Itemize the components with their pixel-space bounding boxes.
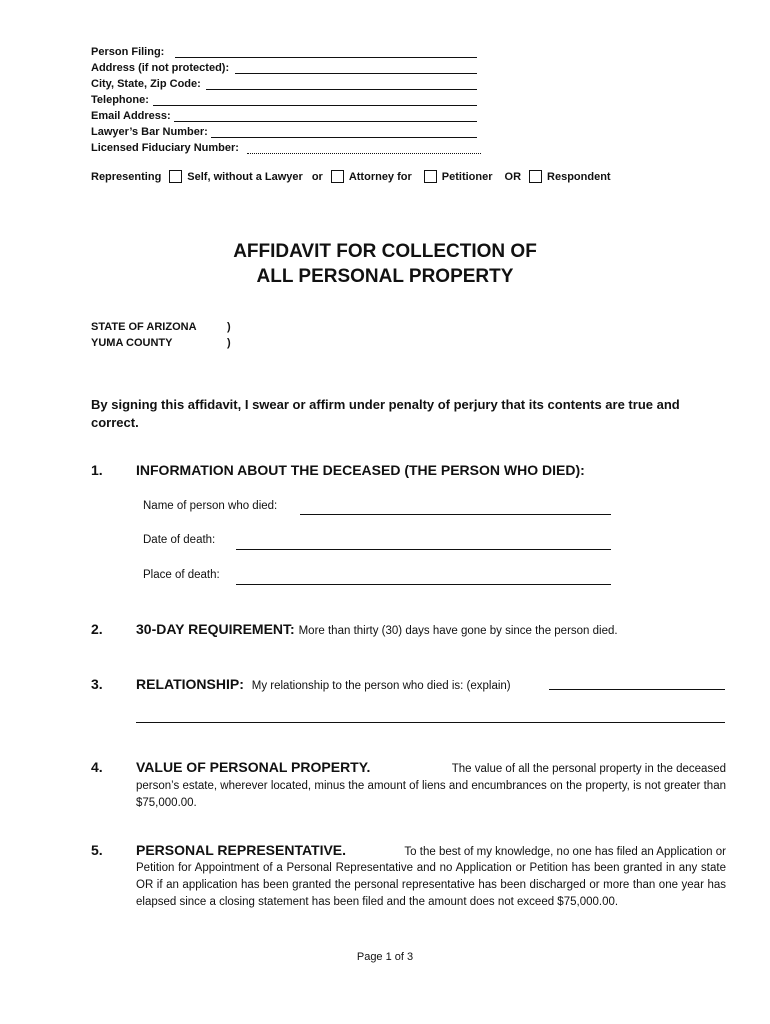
self-checkbox[interactable]: [169, 170, 182, 183]
self-label: Self, without a Lawyer: [187, 170, 303, 183]
bar-number-label: Lawyer’s Bar Number:: [91, 126, 208, 138]
person-filing-input-line[interactable]: [175, 57, 477, 58]
address-input-line[interactable]: [235, 73, 477, 74]
state-paren: ): [227, 321, 231, 333]
section-5-heading: PERSONAL REPRESENTATIVE.: [136, 842, 347, 858]
section-2-number: 2.: [91, 621, 103, 637]
representing-label: Representing: [91, 170, 162, 183]
fiduciary-number-input-line[interactable]: [247, 153, 481, 154]
section-5-first-line: [136, 842, 726, 858]
section-3-text: My relationship to the person who died is: (explain): [251, 680, 511, 692]
telephone-label: Telephone:: [91, 94, 149, 106]
telephone-input-line[interactable]: [153, 105, 477, 106]
county-paren: ): [227, 337, 231, 349]
email-label: Email Address:: [91, 110, 171, 122]
title-line-2: ALL PERSONAL PROPERTY: [256, 266, 514, 287]
respondent-checkbox[interactable]: [529, 170, 542, 183]
person-filing-label: Person Filing:: [91, 46, 165, 58]
city-state-zip-input-line[interactable]: [206, 89, 477, 90]
oath-statement: By signing this affidavit, I swear or affirm under penalty of perjury that its contents are true and correct.: [91, 397, 680, 430]
email-input-line[interactable]: [174, 121, 477, 122]
petitioner-label: Petitioner: [441, 170, 493, 183]
section-2-line: [136, 621, 618, 637]
address-label: Address (if not protected):: [91, 62, 230, 74]
respondent-label: Respondent: [547, 170, 611, 183]
attorney-checkbox[interactable]: [331, 170, 344, 183]
section-1-number: 1.: [91, 462, 103, 478]
section-5-text-first: To the best of my knowledge, no one has filed an Application or: [404, 846, 726, 858]
section-2-heading: 30-DAY REQUIREMENT:: [136, 621, 295, 637]
section-4-first-line: [136, 759, 726, 775]
section-3-heading: RELATIONSHIP:: [136, 676, 244, 692]
section-5-number: 5.: [91, 842, 103, 858]
attorney-label: Attorney for: [348, 170, 412, 183]
petitioner-checkbox[interactable]: [424, 170, 437, 183]
place-of-death-input-line[interactable]: [236, 584, 611, 585]
or-upper-label: OR: [504, 170, 522, 183]
fiduciary-number-label: Licensed Fiduciary Number:: [91, 142, 239, 154]
section-4-text-first: The value of all the personal property in the deceased: [451, 763, 726, 775]
representing-row: [91, 170, 611, 183]
section-4-number: 4.: [91, 759, 103, 775]
section-5-text: Petition for Appointment of a Personal Representative and no Application or Petition has been granted in any state OR if an application has been granted the personal representative has been discharged or more than one year has elapsed since a closing statement has been filed and the amount does not exceed $75,000.00.: [136, 862, 726, 908]
section-3-number: 3.: [91, 676, 103, 692]
bar-number-input-line[interactable]: [211, 137, 477, 138]
place-of-death-label: Place of death:: [143, 569, 220, 581]
section-4-heading: VALUE OF PERSONAL PROPERTY.: [136, 759, 371, 775]
section-1-heading: INFORMATION ABOUT THE DECEASED (THE PERSON WHO DIED):: [136, 462, 585, 478]
date-of-death-input-line[interactable]: [236, 549, 611, 550]
section-3-line: [136, 676, 511, 692]
city-state-zip-label: City, State, Zip Code:: [91, 78, 201, 90]
relationship-input-line-1[interactable]: [549, 689, 725, 690]
date-of-death-label: Date of death:: [143, 534, 216, 546]
section-2-text: More than thirty (30) days have gone by since the person died.: [298, 625, 618, 637]
deceased-name-label: Name of person who died:: [143, 500, 278, 512]
section-4-text: person’s estate, wherever located, minus the amount of liens and encumbrances on the property, is not greater than $75,000.00.: [136, 780, 726, 809]
county-label: YUMA COUNTY: [91, 337, 173, 349]
relationship-input-line-2[interactable]: [136, 722, 725, 723]
title-line-1: AFFIDAVIT FOR COLLECTION OF: [233, 241, 537, 262]
deceased-name-input-line[interactable]: [300, 514, 611, 515]
state-label: STATE OF ARIZONA: [91, 321, 197, 333]
page-number: Page 1 of 3: [356, 951, 414, 963]
or-label: or: [311, 170, 323, 183]
